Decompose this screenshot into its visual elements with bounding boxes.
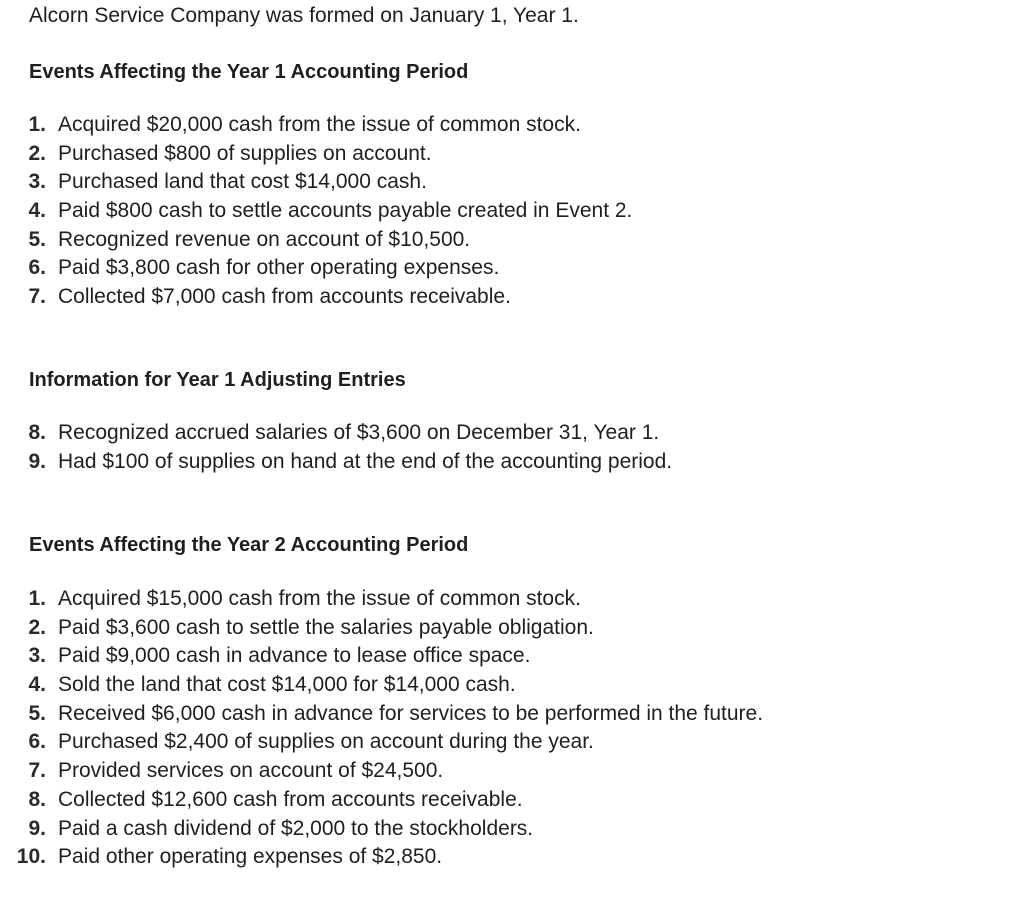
item-text: Received $6,000 cash in advance for services to be performed in the future.	[58, 701, 764, 725]
item-number: 8.	[28, 421, 46, 444]
list-item	[0, 815, 763, 844]
item-text: Paid $9,000 cash in advance to lease office space.	[58, 644, 531, 668]
item-number: 9.	[28, 816, 46, 840]
item-number: 5.	[28, 701, 46, 725]
section-heading-year2-events: Events Affecting the Year 2 Accounting Period	[29, 534, 469, 556]
list-item	[0, 254, 632, 283]
section-heading-adjusting-entries: Information for Year 1 Adjusting Entries	[29, 369, 406, 391]
item-text: Purchased land that cost $14,000 cash.	[58, 170, 427, 194]
item-text: Acquired $20,000 cash from the issue of common stock.	[58, 113, 581, 136]
list-item	[0, 614, 763, 643]
item-number: 9.	[28, 449, 46, 473]
item-number: 4.	[28, 199, 46, 223]
item-text: Recognized accrued salaries of $3,600 on December 31, Year 1.	[58, 421, 660, 444]
item-text: Purchased $800 of supplies on account.	[58, 141, 432, 165]
item-number: 3.	[28, 170, 46, 194]
year1-events-list	[0, 111, 632, 312]
adjusting-entries-list	[0, 419, 672, 476]
list-item	[0, 671, 763, 700]
intro-text: Alcorn Service Company was formed on January 1, Year 1.	[29, 4, 579, 27]
list-item	[0, 226, 632, 255]
item-text: Collected $7,000 cash from accounts receivable.	[58, 285, 511, 309]
item-text: Collected $12,600 cash from accounts receivable.	[58, 787, 523, 811]
item-number: 4.	[28, 673, 46, 697]
list-item	[0, 197, 632, 226]
item-number: 8.	[28, 787, 46, 811]
list-item	[0, 168, 632, 197]
item-text: Sold the land that cost $14,000 for $14,000 cash.	[58, 673, 516, 697]
item-text: Purchased $2,400 of supplies on account during the year.	[58, 730, 594, 754]
item-number: 2.	[28, 615, 46, 639]
list-item	[0, 448, 672, 477]
item-text: Provided services on account of $24,500.	[58, 759, 444, 783]
item-number: 5.	[28, 227, 46, 251]
section-heading-year1-events: Events Affecting the Year 1 Accounting Period	[29, 61, 469, 83]
item-number: 6.	[28, 256, 46, 280]
item-text: Paid $3,600 cash to settle the salaries payable obligation.	[58, 615, 594, 639]
list-item	[0, 700, 763, 729]
list-item	[0, 111, 632, 140]
item-text: Paid $3,800 cash for other operating expenses.	[58, 256, 500, 280]
list-item	[0, 419, 672, 448]
list-item	[0, 843, 763, 872]
item-text: Paid a cash dividend of $2,000 to the stockholders.	[58, 816, 534, 840]
item-number: 1.	[28, 587, 46, 610]
item-text: Had $100 of supplies on hand at the end of the accounting period.	[58, 449, 673, 473]
list-item	[0, 140, 632, 169]
list-item	[0, 786, 763, 815]
item-text: Acquired $15,000 cash from the issue of common stock.	[58, 587, 581, 610]
item-number: 7.	[28, 759, 46, 783]
item-number: 10.	[16, 845, 46, 869]
item-text: Paid $800 cash to settle accounts payable created in Event 2.	[58, 199, 633, 223]
list-item	[0, 728, 763, 757]
list-item	[0, 642, 763, 671]
item-number: 6.	[28, 730, 46, 754]
item-text: Paid other operating expenses of $2,850.	[58, 845, 443, 869]
item-number: 2.	[28, 141, 46, 165]
year2-events-list	[0, 585, 763, 872]
list-item	[0, 585, 763, 614]
list-item	[0, 283, 632, 312]
item-number: 3.	[28, 644, 46, 668]
item-number: 1.	[28, 113, 46, 136]
item-text: Recognized revenue on account of $10,500.	[58, 227, 471, 251]
item-number: 7.	[28, 285, 46, 309]
list-item	[0, 757, 763, 786]
